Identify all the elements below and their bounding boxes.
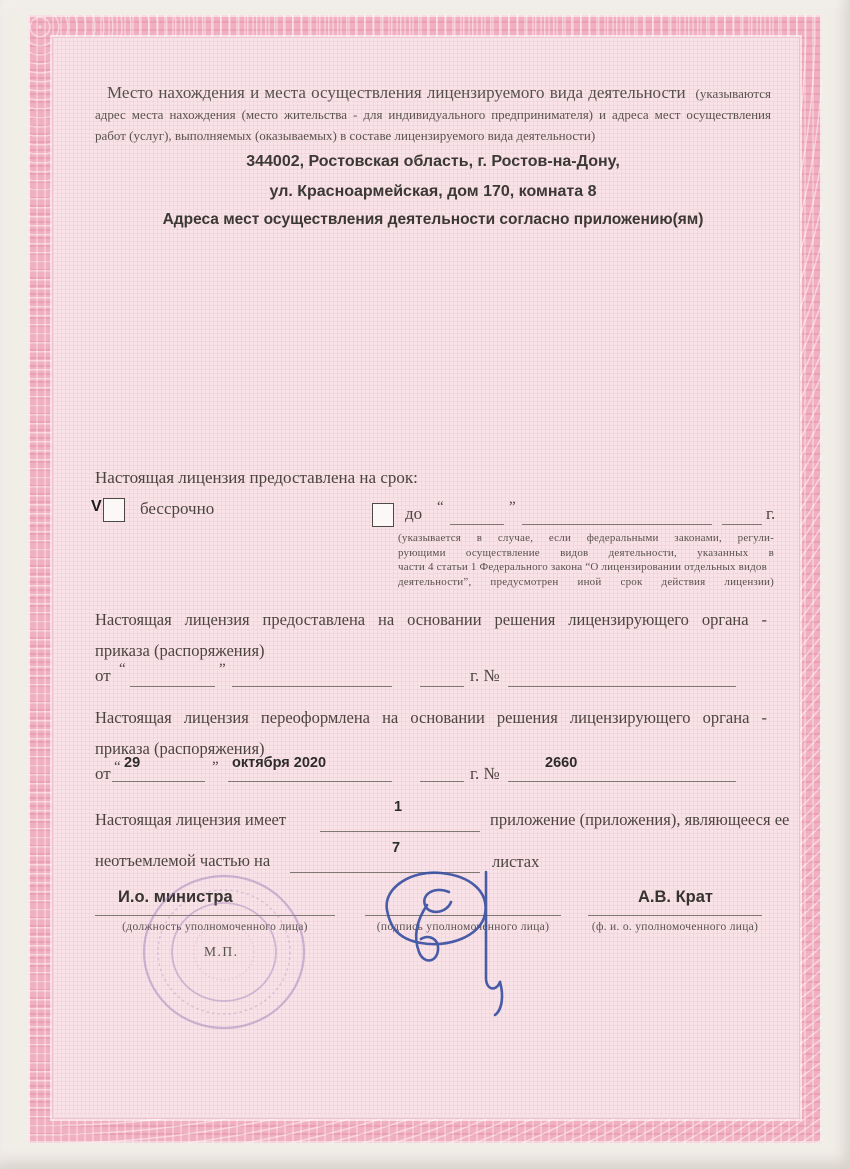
address-line-2: ул. Красноармейская, дом 170, комната 8 <box>269 183 597 200</box>
term-note-line: (указывается в случае, если федеральными законами, регули- <box>398 532 774 544</box>
annex-count-blank <box>320 831 480 832</box>
annex-text-before-count: Настоящая лицензия имеет <box>95 810 287 829</box>
until-label: до <box>405 504 423 523</box>
intro-parenthetical: (указываются адрес места нахождения (место жительства - для индивидуального предпринимателя) и адреса мест осуществления работ (услуг), выполняемых (оказываемых) в составе лицензируемого вида деятельности) <box>95 86 772 143</box>
name-line <box>588 915 762 916</box>
granted-number-blank <box>508 686 736 687</box>
granted-line-1: Настоящая лицензия предоставлена на основании решения лицензирующего органа - <box>95 610 767 629</box>
term-note-line: деятельности”, предусмотрен иной срок действия лицензии) <box>398 575 774 588</box>
until-day-blank <box>450 524 504 525</box>
signer-position: И.о. министра <box>118 888 233 906</box>
granted-from-label: от <box>95 666 111 685</box>
term-note-line: части 4 статьи 1 Федерального закона “О лицензировании отдельных видов <box>398 561 768 574</box>
position-caption: (должность уполномоченного лица) <box>122 921 308 933</box>
check-mark: V <box>91 498 102 515</box>
annex-count-value: 1 <box>394 799 403 815</box>
term-note-line: рующими осуществление видов деятельности, указанных в <box>398 546 774 559</box>
name-caption: (ф. и. о. уполномоченного лица) <box>591 921 759 933</box>
annex-text-after-sheets: листах <box>492 852 540 871</box>
reissued-number-value: 2660 <box>545 755 578 771</box>
until-date-blank <box>522 524 712 525</box>
signature-ink <box>365 856 525 1021</box>
quote-close-icon: ” <box>219 661 226 677</box>
stamp-place-label: М.П. <box>204 944 239 959</box>
intro-lead: Место нахождения и места осуществления лицензируемого вида деятельности <box>107 83 686 102</box>
reissued-from-label: от <box>95 764 111 783</box>
reissued-date-blank <box>228 781 392 782</box>
quote-close-icon: ” <box>212 759 219 775</box>
address-line-1: 344002, Ростовская область, г. Ростов-на-Дону, <box>246 153 620 170</box>
until-year-blank <box>722 524 762 525</box>
intro-paragraph <box>95 82 771 146</box>
granted-line-2: приказа (распоряжения) <box>95 641 265 660</box>
checkbox-perpetual <box>103 498 125 522</box>
reissued-day-blank <box>112 781 205 782</box>
reissued-number-prefix: г. № <box>470 764 500 783</box>
reissued-date-value: октября 2020 <box>232 755 327 771</box>
reissued-line-1: Настоящая лицензия переоформлена на основании решения лицензирующего органа - <box>95 708 767 727</box>
signer-name: А.В. Крат <box>638 888 713 906</box>
reissued-day-value: 29 <box>124 755 141 771</box>
term-note <box>398 531 774 589</box>
quote-close-icon: ” <box>509 499 516 515</box>
address-line-3: Адреса мест осуществления деятельности согласно приложению(ям) <box>162 211 704 228</box>
quote-open-icon: “ <box>114 759 121 775</box>
granted-day-blank <box>130 686 215 687</box>
term-heading: Настоящая лицензия предоставлена на срок: <box>95 468 418 487</box>
granted-number-prefix: г. № <box>470 666 500 685</box>
granted-year-blank <box>420 686 464 687</box>
reissued-number-blank <box>508 781 736 782</box>
annex-text-before-sheets: неотъемлемой частью на <box>95 851 271 870</box>
reissued-line-2: приказа (распоряжения) <box>95 739 265 758</box>
quote-open-icon: “ <box>437 499 444 515</box>
signature-caption: (подпись уполномоченного лица) <box>376 921 550 933</box>
checkbox-until <box>372 503 394 527</box>
quote-open-icon: “ <box>119 661 126 677</box>
official-stamp-icon <box>133 868 315 1038</box>
annex-text-after-count: приложение (приложения), являющееся ее <box>490 810 790 829</box>
until-year-suffix: г. <box>766 504 776 523</box>
granted-date-blank <box>232 686 392 687</box>
annex-sheets-value: 7 <box>392 840 401 856</box>
reissued-year-blank <box>420 781 464 782</box>
perpetual-label: бессрочно <box>140 499 215 518</box>
